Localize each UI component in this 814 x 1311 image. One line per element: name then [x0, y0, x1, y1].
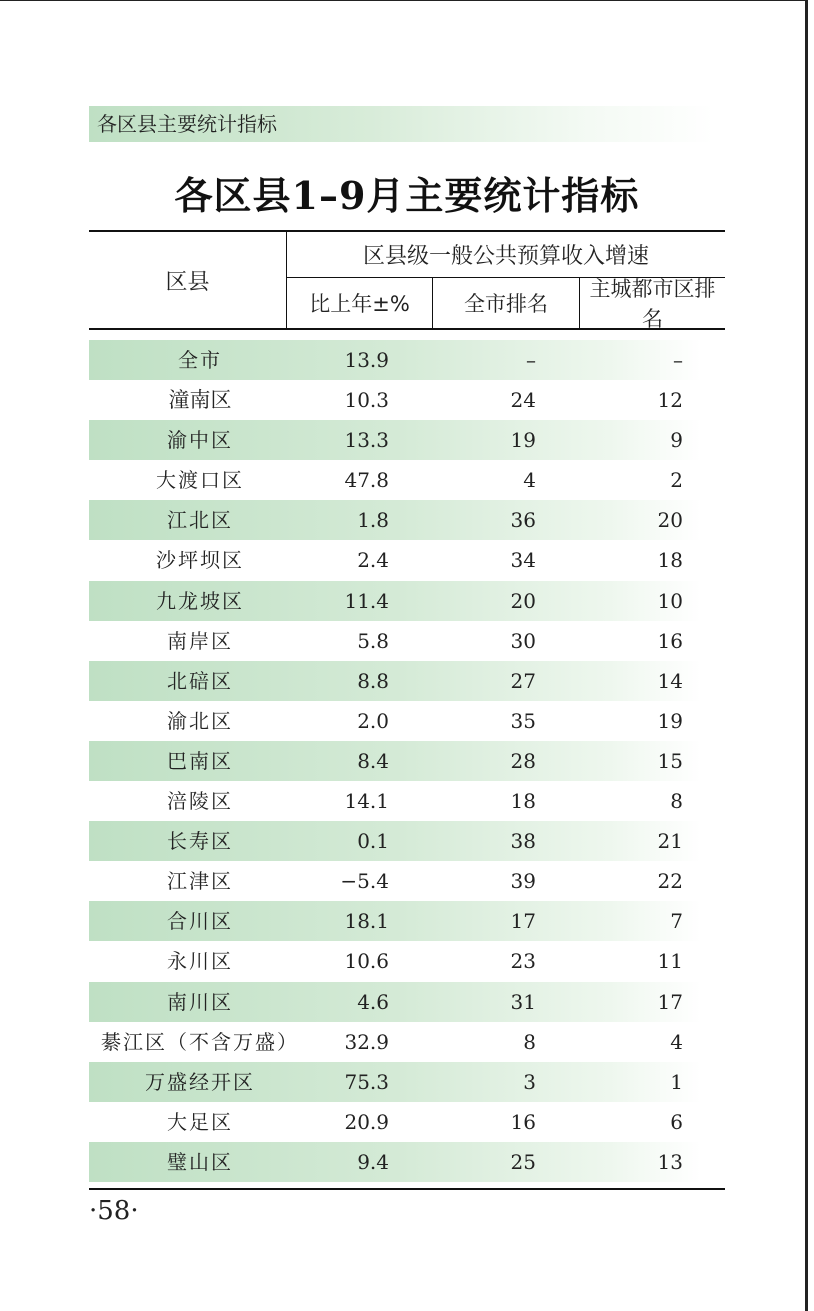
- growth-value: 18.1: [344, 909, 389, 934]
- growth-value: −5.4: [340, 869, 389, 894]
- table-row: [89, 1142, 701, 1182]
- table-row: [89, 861, 725, 901]
- table-row: [89, 1022, 725, 1062]
- main-city-rank-value: 11: [657, 949, 683, 974]
- city-rank-value: 30: [510, 628, 536, 653]
- main-city-rank-value: 10: [657, 588, 683, 613]
- table-bottom-rule: [89, 1188, 725, 1190]
- growth-value: 8.4: [357, 748, 389, 773]
- city-rank-value: 27: [510, 668, 536, 693]
- main-city-rank-value: 19: [657, 708, 683, 733]
- growth-value: 11.4: [344, 588, 389, 613]
- growth-value: 10.3: [344, 388, 389, 413]
- main-city-rank-value: 12: [657, 388, 683, 413]
- table-row: [89, 1062, 701, 1102]
- table-row: [89, 781, 725, 821]
- header-district: 区县: [89, 232, 287, 328]
- city-rank-value: 28: [510, 748, 536, 773]
- city-rank-value: 17: [510, 909, 536, 934]
- city-rank-value: 38: [510, 829, 536, 854]
- main-city-rank-value: 21: [657, 829, 683, 854]
- main-city-rank-value: 13: [657, 1149, 683, 1174]
- growth-value: 8.8: [357, 668, 389, 693]
- growth-value: 4.6: [357, 989, 389, 1014]
- main-city-rank-value: 14: [657, 668, 683, 693]
- main-city-rank-value: 16: [657, 628, 683, 653]
- main-city-rank-value: 9: [670, 428, 683, 453]
- table-row: [89, 460, 725, 500]
- growth-value: 14.1: [344, 789, 389, 814]
- table-row: [89, 982, 701, 1022]
- district-name: 全市: [178, 348, 222, 372]
- district-name: 大足区: [167, 1109, 233, 1134]
- header-revenue-growth-group: 区县级一般公共预算收入增速: [287, 232, 725, 278]
- stats-table: [89, 230, 725, 1190]
- district-name: 渝中区: [167, 428, 233, 453]
- city-rank-value: 39: [510, 869, 536, 894]
- district-name: 北碚区: [167, 668, 233, 693]
- growth-value: 13.3: [344, 428, 389, 453]
- district-name: 南川区: [167, 989, 233, 1014]
- city-rank-value: 3: [523, 1069, 536, 1094]
- main-city-rank-value: 6: [670, 1109, 683, 1134]
- main-city-rank-value: 17: [657, 989, 683, 1014]
- table-body: [89, 340, 725, 1182]
- table-row: [89, 821, 701, 861]
- table-row: [89, 741, 701, 781]
- district-name: 大渡口区: [156, 468, 244, 493]
- city-rank-value: 24: [510, 388, 536, 413]
- city-rank-value: 19: [510, 428, 536, 453]
- main-city-rank-value: 4: [670, 1029, 683, 1054]
- district-name: 长寿区: [167, 829, 233, 854]
- growth-value: 20.9: [344, 1109, 389, 1134]
- city-rank-value: 36: [510, 508, 536, 533]
- city-rank-value: 25: [510, 1149, 536, 1174]
- main-city-rank-value: –: [673, 348, 683, 372]
- main-city-rank-value: 20: [657, 508, 683, 533]
- district-name: 南岸区: [167, 628, 233, 653]
- district-name: 永川区: [167, 949, 233, 974]
- district-name: 涪陵区: [167, 789, 233, 814]
- growth-value: 47.8: [344, 468, 389, 493]
- main-city-rank-value: 18: [657, 548, 683, 573]
- table-row: [89, 540, 725, 580]
- district-name: 沙坪坝区: [156, 548, 244, 573]
- growth-value: 9.4: [357, 1149, 389, 1174]
- district-name: 璧山区: [167, 1149, 233, 1174]
- district-name: 万盛经开区: [145, 1069, 255, 1094]
- table-row: [89, 500, 701, 540]
- growth-value: 13.9: [344, 348, 389, 372]
- main-city-rank-value: 2: [670, 468, 683, 493]
- district-name: 九龙坡区: [156, 588, 244, 613]
- city-rank-value: 4: [523, 468, 536, 493]
- growth-value: 5.8: [357, 628, 389, 653]
- city-rank-value: 18: [510, 789, 536, 814]
- city-rank-value: 35: [510, 708, 536, 733]
- header-main-city-rank: 主城都市区排名: [589, 277, 716, 331]
- header-city-rank: 全市排名: [433, 278, 580, 328]
- main-city-rank-value: 1: [670, 1069, 683, 1094]
- city-rank-value: 31: [510, 989, 536, 1014]
- growth-value: 1.8: [357, 508, 389, 533]
- table-row: [89, 340, 701, 380]
- city-rank-value: 34: [510, 548, 536, 573]
- table-row: [89, 420, 701, 460]
- growth-value: 32.9: [344, 1029, 389, 1054]
- table-row: [89, 941, 725, 981]
- main-city-rank-value: 7: [670, 909, 683, 934]
- main-city-rank-value: 15: [657, 748, 683, 773]
- city-rank-value: 23: [510, 949, 536, 974]
- district-name: 渝北区: [167, 708, 233, 733]
- page-title: 各区县1–9月主要统计指标: [174, 173, 640, 218]
- table-row: [89, 661, 701, 701]
- table-header: [89, 230, 725, 330]
- table-row: [89, 380, 725, 420]
- growth-value: 2.0: [357, 708, 389, 733]
- city-rank-value: 20: [510, 588, 536, 613]
- growth-value: 2.4: [357, 548, 389, 573]
- page-number: ·58·: [89, 1196, 139, 1226]
- table-row: [89, 1102, 725, 1142]
- table-row: [89, 581, 701, 621]
- main-city-rank-value: 8: [670, 789, 683, 814]
- city-rank-value: 8: [523, 1029, 536, 1054]
- district-name: 綦江区（不含万盛）: [101, 1029, 299, 1054]
- district-name: 合川区: [167, 909, 233, 934]
- table-row: [89, 701, 725, 741]
- table-row: [89, 901, 701, 941]
- district-name: 巴南区: [167, 748, 233, 773]
- city-rank-value: 16: [510, 1109, 536, 1134]
- header-growth-pct: 比上年±%: [287, 278, 433, 328]
- district-name: 江北区: [167, 508, 233, 533]
- main-city-rank-value: 22: [657, 869, 683, 894]
- district-name: 潼南区: [168, 388, 232, 413]
- district-name: 江津区: [167, 869, 233, 894]
- growth-value: 75.3: [344, 1069, 389, 1094]
- city-rank-value: –: [526, 348, 536, 372]
- section-header: 各区县主要统计指标: [89, 106, 714, 142]
- table-row: [89, 621, 725, 661]
- growth-value: 0.1: [357, 829, 389, 854]
- growth-value: 10.6: [344, 949, 389, 974]
